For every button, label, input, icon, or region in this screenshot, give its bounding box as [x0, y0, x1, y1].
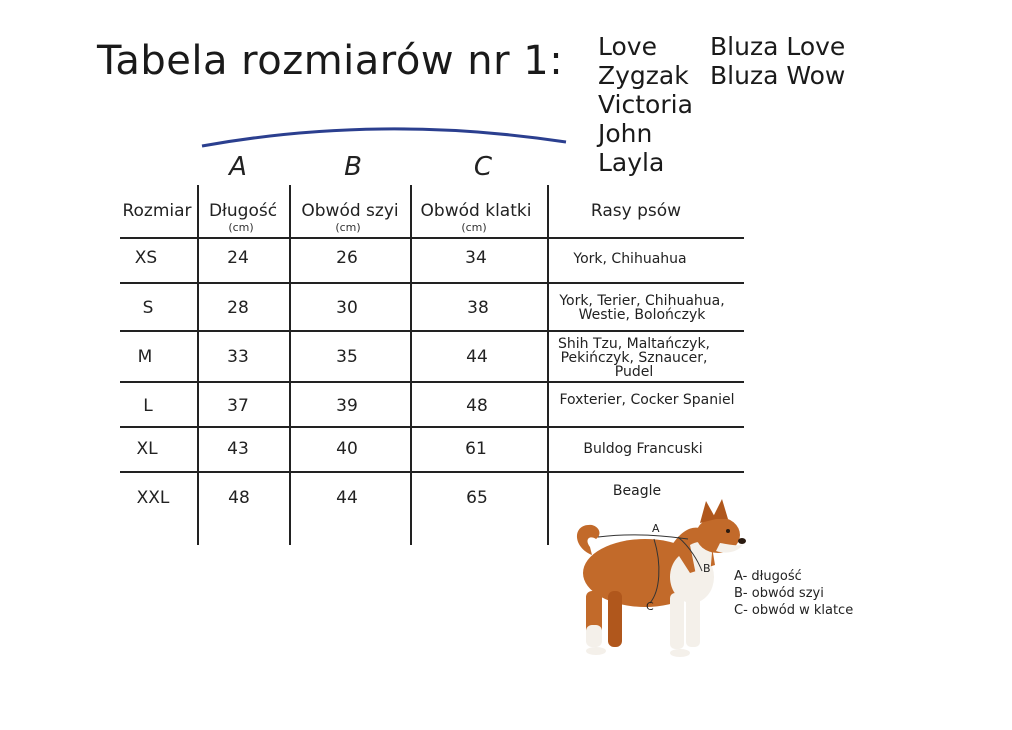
column-letter-b: B [344, 152, 362, 182]
breed-line: Beagle [612, 483, 662, 499]
cell-breeds [538, 442, 748, 456]
table-divider [120, 471, 744, 473]
cell-length: 24 [227, 248, 249, 268]
cell-size: XL [136, 439, 158, 459]
cell-chest: 34 [465, 248, 487, 268]
cell-neck: 26 [336, 248, 358, 268]
breed-line: Buldog Francuski [583, 441, 703, 457]
unit-label: (cm) [461, 221, 487, 234]
table-column-divider [410, 185, 412, 545]
column-letter-c: C [473, 152, 493, 182]
header-length: Długość [208, 201, 278, 221]
diagram-label-a: A [652, 522, 660, 535]
cell-length: 28 [227, 298, 249, 318]
product-name: Victoria [598, 90, 693, 119]
cell-size: L [143, 396, 153, 416]
cell-chest: 48 [466, 396, 488, 416]
header-neck: Obwód szyi [301, 201, 399, 221]
cell-size: S [142, 298, 154, 318]
product-name: John [598, 119, 653, 148]
cell-size: XXL [136, 488, 170, 508]
table-column-divider [289, 185, 291, 545]
header-size: Rozmiar [122, 201, 192, 221]
breed-line: Pekińczyk, Sznaucer, [560, 350, 708, 366]
measurement-legend [734, 568, 853, 619]
cell-size: M [137, 347, 153, 367]
cell-neck: 35 [336, 347, 358, 367]
unit-label: (cm) [228, 221, 254, 234]
table-divider [120, 237, 744, 239]
cell-breeds [525, 252, 735, 266]
legend-item: B- obwód szyi [734, 586, 824, 601]
dog-illustration [550, 495, 760, 665]
table-divider [120, 426, 744, 428]
cell-chest: 38 [467, 298, 489, 318]
product-name: Love [598, 32, 657, 61]
header-chest: Obwód klatki [420, 201, 532, 221]
legend-item: C- obwód w klatce [734, 603, 854, 618]
table-divider [120, 282, 744, 284]
cell-chest: 65 [466, 488, 488, 508]
breed-line: York, Chihuahua [573, 251, 687, 267]
cell-neck: 39 [336, 396, 358, 416]
breed-line: Shih Tzu, Maltańczyk, [557, 336, 711, 352]
table-column-divider [197, 185, 199, 545]
product-list-secondary [710, 32, 845, 90]
product-name: Bluza Wow [710, 61, 846, 90]
cell-length: 37 [227, 396, 249, 416]
product-name: Zygzak [598, 61, 689, 90]
cell-chest: 61 [465, 439, 487, 459]
page-title: Tabela rozmiarów nr 1: [97, 38, 564, 84]
cell-length: 48 [228, 488, 250, 508]
product-name: Bluza Love [710, 32, 846, 61]
breed-line: York, Terier, Chihuahua, [559, 293, 725, 309]
cell-breeds [529, 337, 739, 379]
breed-line: Foxterier, Cocker Spaniel [559, 392, 735, 408]
decorative-arc [200, 120, 570, 150]
product-name: Layla [598, 148, 665, 177]
cell-neck: 44 [336, 488, 358, 508]
cell-length: 33 [227, 347, 249, 367]
cell-breeds [542, 393, 752, 407]
header-breeds: Rasy psów [590, 201, 682, 221]
legend-item: A- długość [734, 569, 802, 584]
product-list-primary [598, 32, 693, 177]
cell-neck: 40 [336, 439, 358, 459]
breed-line: Pudel [614, 364, 654, 380]
diagram-label-b: B [703, 562, 711, 575]
cell-length: 43 [227, 439, 249, 459]
cell-size: XS [134, 248, 158, 268]
table-divider [120, 330, 744, 332]
cell-breeds [537, 294, 747, 322]
cell-neck: 30 [336, 298, 358, 318]
diagram-label-c: C [646, 600, 654, 613]
breed-line: Westie, Bolończyk [578, 307, 706, 323]
unit-label: (cm) [335, 221, 361, 234]
table-divider [120, 381, 744, 383]
cell-chest: 44 [466, 347, 488, 367]
column-letter-a: A [229, 152, 247, 182]
